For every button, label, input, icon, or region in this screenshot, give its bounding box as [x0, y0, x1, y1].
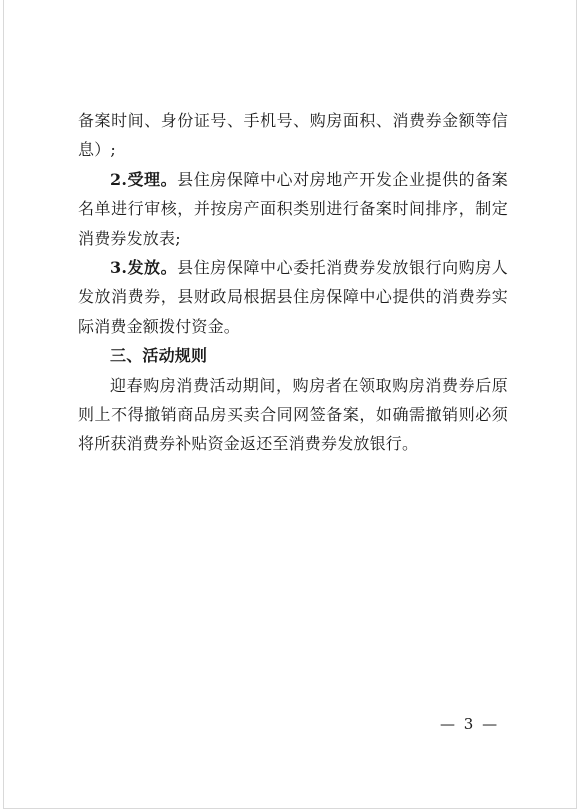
item-2-text: 县住房保障中心对房地产开发企业提供的备案名单进行审核，并按房产面积类别进行备案时间排序，制定消费券发放表; [78, 169, 508, 248]
item-3-text: 县住房保障中心委托消费券发放银行向购房人发放消费券，县财政局根据县住房保障中心提供的消费券实际消费金额拨付资金。 [78, 258, 508, 336]
section-3-paragraph: 迎春购房消费活动期间，购房者在领取购房消费券后原则上不得撤销商品房买卖合同网签备案，如确需撤销则必须将所获消费券补贴资金返还至消费券发放银行。 [78, 375, 508, 454]
item-3-paragraph [78, 253, 508, 341]
continuation-line: 备案时间、身份证号、手机号、购房面积、消费券金额等信息）; [78, 111, 508, 160]
section-3-heading: 三、活动规则 [110, 346, 208, 366]
document-body [78, 106, 508, 459]
item-3-label: 3.发放。 [110, 258, 178, 278]
item-2-label: 2.受理。 [110, 169, 178, 189]
item-2-paragraph [78, 165, 508, 253]
page-number: — 3 — [440, 715, 500, 733]
